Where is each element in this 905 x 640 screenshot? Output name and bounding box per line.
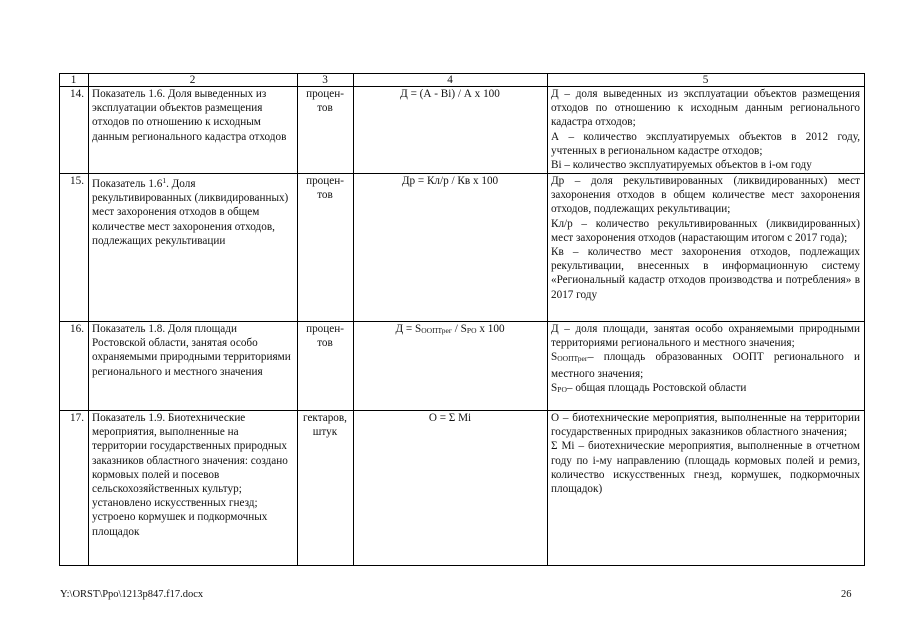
table-row [60,322,865,411]
formula-subscript: ООПТрег [421,326,452,335]
desc-part: – площадь образованных ООПТ регионального и местного значения; [551,351,860,380]
description-line: О – биотехнические мероприятия, выполненные на территории государственных природных заказников областного значения; [551,412,860,439]
header-cell: 2 [89,74,298,87]
description-line: Кл/р – количество рекультивированных (ликвидированных) мест захоронения отходов (нарастающим итогом с 2017 года); [551,217,860,244]
footer-file-path: Y:\ORST\Ppo\1213p847.f17.docx [60,589,204,600]
indicator-name: Показатель 1.8. Доля площади Ростовской области, занятая особо охраняемыми природными территориями регионального и местного значения [89,322,298,411]
unit-cell: процен-тов [298,322,354,411]
table-row [60,174,865,322]
description-line: А – количество эксплуатируемых объектов в 2012 году, учтенных в региональном кадастре отходов; [551,130,860,157]
header-cell: 1 [60,74,89,87]
table-row [60,87,865,174]
table-header-row [60,74,865,87]
indicators-table [59,73,865,566]
formula-cell: Др = Кл/р / Кв х 100 [354,174,548,322]
header-cell: 5 [548,74,865,87]
description-line: Др – доля рекультивированных (ликвидированных) мест захоронения отходов в общем количестве мест захоронения отходов, подлежащих рекультивации; [551,175,860,216]
indicator-name: Показатель 1.6. Доля выведенных из эксплуатации объектов размещения отходов по отношению к исходным данным регионального кадастра отходов [89,87,298,174]
row-number: 16. [60,322,89,411]
formula-part: / S [451,323,467,335]
desc-subscript: РО [557,384,567,394]
page-number: 26 [841,589,852,600]
description-line: Вi – количество эксплуатируемых объектов в i-ом году [551,159,812,172]
formula-cell [354,322,548,411]
description-line [551,381,860,397]
description-line: Д – доля выведенных из эксплуатации объектов размещения отходов по отношению к исходным данным регионального кадастра отходов; [551,88,860,129]
row-number: 14. [60,87,89,174]
description-cell [548,322,865,411]
formula-cell: Д = (А - Вi) / А х 100 [354,87,548,174]
name-part: Показатель 1.6 [92,178,163,190]
formula-cell: О = Σ Мi [354,411,548,566]
header-cell: 4 [354,74,548,87]
row-number: 15. [60,174,89,322]
formula-part: Д = S [395,323,422,335]
description-cell [548,87,865,174]
desc-subscript: ООПТрег [557,354,588,364]
desc-part: – общая площадь Ростовской области [566,381,747,394]
formula-part: х 100 [476,323,505,335]
name-superscript: 1 [162,176,167,185]
desc-part: S [551,351,558,364]
description-line: Д – доля площади, занятая особо охраняемыми природными территориями регионального и местного значения; [551,323,860,350]
description-line: Σ Мi – биотехнические мероприятия, выполненные в отчетном году по i-му направлению (площадь кормовых полей и ремиз, количество искусственных гнезд, кормушек, подкормочных площадок) [551,440,860,496]
description-cell [548,411,865,566]
desc-part: S [551,381,558,394]
formula-subscript: РО [466,326,477,335]
row-number: 17. [60,411,89,566]
description-cell [548,174,865,322]
name-part: . Доля рекультивированных (ликвидированных) мест захоронения отходов в общем количестве мест захоронения отходов, подлежащих рекультивации [92,178,289,247]
indicator-name: Показатель 1.9. Биотехнические мероприятия, выполненные на территории государственных природных заказников областного значения: создано кормовых полей и посевов сельскохозяйственных культур; установлено искусственных гнезд; устроено кормушек и подкормочных площадок [89,411,298,566]
header-cell: 3 [298,74,354,87]
table-row [60,411,865,566]
unit-cell: гектаров, штук [298,411,354,566]
unit-cell: процен-тов [298,174,354,322]
indicator-name [89,174,298,322]
description-line: Кв – количество мест захоронения отходов, подлежащих рекультивации, внесенных в информационную систему «Региональный кадастр отходов производства и потребления» в 2017 году [551,246,860,301]
unit-cell: процен-тов [298,87,354,174]
description-line [551,350,860,380]
